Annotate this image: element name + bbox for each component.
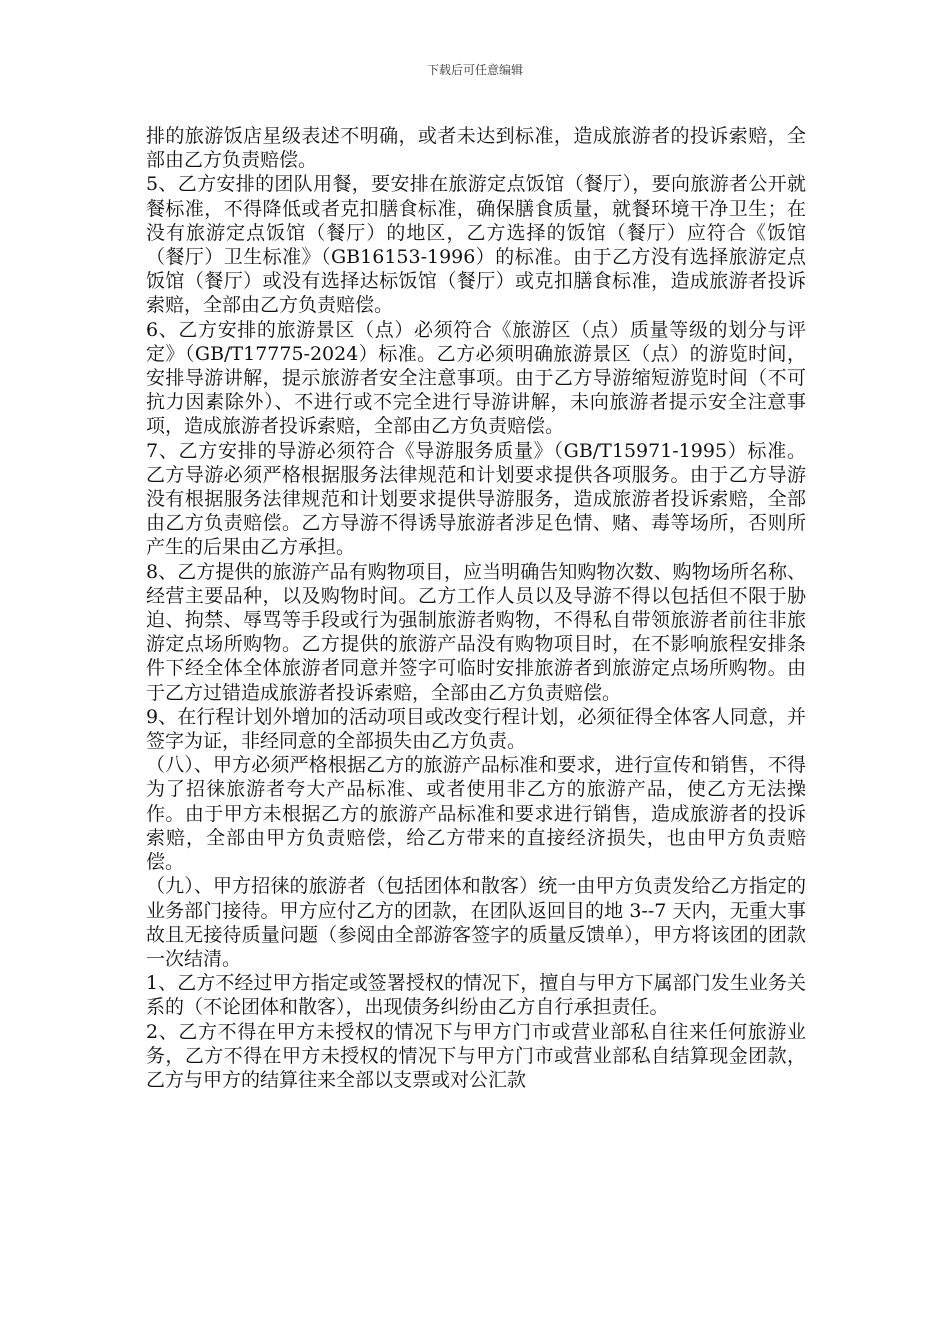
paragraph-item-2-settlement: 2、乙方不得在甲方未授权的情况下与甲方门市或营业部私自往来任何旅游业务，乙方不得在甲方未授权的情况下与甲方门市或营业部私自结算现金团款，乙方与甲方的结算往来全部以支票或对公汇款 bbox=[146, 1020, 806, 1091]
paragraph-item-5-meals: 5、乙方安排的团队用餐，要安排在旅游定点饭馆（餐厅），要向旅游者公开就餐标准，不得降低或者克扣膳食标准，确保膳食质量，就餐环境干净卫生；在没有旅游定点饭馆（餐厅）的地区，乙方选择的饭馆（餐厅）应符合《饭馆（餐厅）卫生标准》（GB16153-1996）的标准。由于乙方没有选择旅游定点饭馆（餐厅）或没有选择达标饭馆（餐厅）或克扣膳食标准，造成旅游者投诉索赔，全部由乙方负责赔偿。 bbox=[146, 173, 806, 317]
paragraph-section-9-payment: （九）、甲方招徕的旅游者（包括团体和散客）统一由甲方负责发给乙方指定的业务部门接待。甲方应付乙方的团款，在团队返回目的地 3--7 天内，无重大事故且无接待质量问题（参阅由全部游客签字的质量反馈单），甲方将该团的团款一次结清。 bbox=[146, 875, 806, 970]
paragraph-hotel-rating: 排的旅游饭店星级表述不明确，或者未达到标准，造成旅游者的投诉索赔，全部由乙方负责赔偿。 bbox=[146, 125, 806, 172]
paragraph-item-8-shopping: 8、乙方提供的旅游产品有购物项目，应当明确告知购物次数、购物场所名称、经营主要品种，以及购物时间。乙方工作人员以及导游不得以包括但不限于胁迫、拘禁、辱骂等手段或行为强制旅游者购物，不得私自带领旅游者前往非旅游定点场所购物。乙方提供的旅游产品没有购物项目时，在不影响旅程安排条件下经全体全体旅游者同意并签字可临时安排旅游者到旅游定点场所购物。由于乙方过错造成旅游者投诉索赔，全部由乙方负责赔偿。 bbox=[146, 560, 806, 704]
paragraph-section-8-sales: （八）、甲方必须严格根据乙方的旅游产品标准和要求，进行宣传和销售，不得为了招徕旅游者夸大产品标准、或者使用非乙方的旅游产品，使乙方无法操作。由于甲方未根据乙方的旅游产品标准和要求进行销售，造成旅游者的投诉索赔，全部由甲方负责赔偿，给乙方带来的直接经济损失，也由甲方负责赔偿。 bbox=[146, 754, 806, 874]
paragraph-item-1-authorization: 1、乙方不经过甲方指定或签署授权的情况下，擅自与甲方下属部门发生业务关系的（不论团体和散客），出现债务纠纷由乙方自行承担责任。 bbox=[146, 972, 806, 1019]
page-header-note: 下载后可任意编辑 bbox=[426, 63, 523, 77]
paragraph-item-9-itinerary-change: 9、在行程计划外增加的活动项目或改变行程计划，必须征得全体客人同意，并签字为证，非经同意的全部损失由乙方负责。 bbox=[146, 705, 806, 753]
paragraph-item-7-tour-guide: 7、乙方安排的导游必须符合《导游服务质量》（GB/T15971-1995）标准。乙方导游必须严格根据服务法律规范和计划要求提供各项服务。由于乙方导游没有根据服务法律规范和计划要求提供导游服务，造成旅游者投诉索赔，全部由乙方负责赔偿。乙方导游不得诱导旅游者涉足色情、赌、毒等场所，否则所产生的后果由乙方承担。 bbox=[146, 439, 806, 559]
document-body bbox=[146, 124, 806, 1092]
paragraph-item-6-scenic-spots: 6、乙方安排的旅游景区（点）必须符合《旅游区（点）质量等级的划分与评定》（GB/T17775-2024）标准。乙方必须明确旅游景区（点）的游览时间，安排导游讲解，提示旅游者安全注意事项。由于乙方导游缩短游览时间（不可抗力因素除外）、不进行或不完全进行导游讲解，未向旅游者提示安全注意事项，造成旅游者投诉索赔，全部由乙方负责赔偿。 bbox=[146, 318, 806, 438]
